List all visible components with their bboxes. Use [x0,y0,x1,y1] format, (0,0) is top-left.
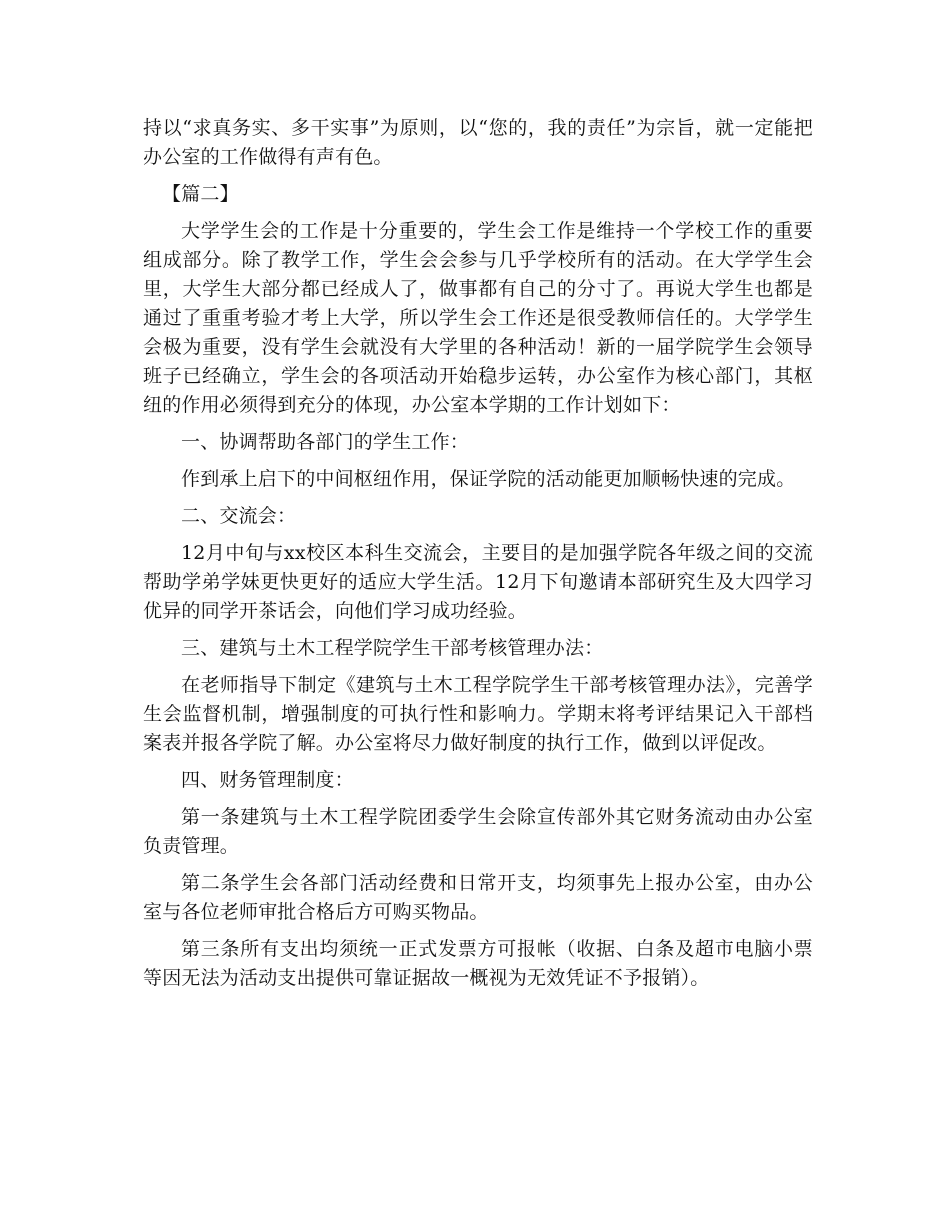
paragraph-article-3: 第三条所有支出均须统一正式发票方可报帐（收据、白条及超市电脑小票等因无法为活动支出提供可靠证据故一概视为无效凭证不予报销）。 [143,938,813,989]
item-heading-2: 二、交流会： [181,505,297,527]
paragraph-item-3: 在老师指导下制定《建筑与土木工程学院学生干部考核管理办法》，完善学生会监督机制，增强制度的可执行性和影响力。学期末将考评结果记入干部档案表并报各学院了解。办公室将尽力做好制度的执行工作，做到以评促改。 [143,674,813,754]
item-heading-3: 三、建筑与土木工程学院学生干部考核管理办法： [181,637,604,659]
paragraph-item-1: 作到承上启下的中间枢纽作用，保证学院的活动能更加顺畅快速的完成。 [181,468,796,490]
paragraph-continuation: 持以“求真务实、多干实事”为原则，以“您的，我的责任”为宗旨，就一定能把办公室的工作做得有声有色。 [143,117,813,168]
section-heading: 【篇二】 [162,183,239,205]
paragraph-item-2: 12月中旬与xx校区本科生交流会，主要目的是加强学院各年级之间的交流帮助学弟学妹更快更好的适应大学生活。12月下旬邀请本部研究生及大四学习优异的同学开茶话会，向他们学习成功经验。 [143,542,813,622]
paragraph-intro: 大学学生会的工作是十分重要的，学生会工作是维持一个学校工作的重要组成部分。除了教学工作，学生会会参与几乎学校所有的活动。在大学学生会里，大学生大部分都已经成人了，做事都有自己的分寸了。再说大学生也都是通过了重重考验才考上大学，所以学生会工作还是很受教师信任的。大学学生会极为重要，没有学生会就没有大学里的各种活动！新的一届学院学生会领导班子已经确立，学生会的各项活动开始稳步运转，办公室作为核心部门，其枢纽的作用必须得到充分的体现，办公室本学期的工作计划如下： [143,220,813,416]
paragraph-article-1: 第一条建筑与土木工程学院团委学生会除宣传部外其它财务流动由办公室负责管理。 [143,806,813,857]
document-body [143,114,813,1001]
item-heading-4: 四、财务管理制度： [181,769,354,791]
paragraph-article-2: 第二条学生会各部门活动经费和日常开支，均须事先上报办公室，由办公室与各位老师审批合格后方可购买物品。 [143,872,813,923]
item-heading-1: 一、协调帮助各部门的学生工作： [181,431,470,453]
